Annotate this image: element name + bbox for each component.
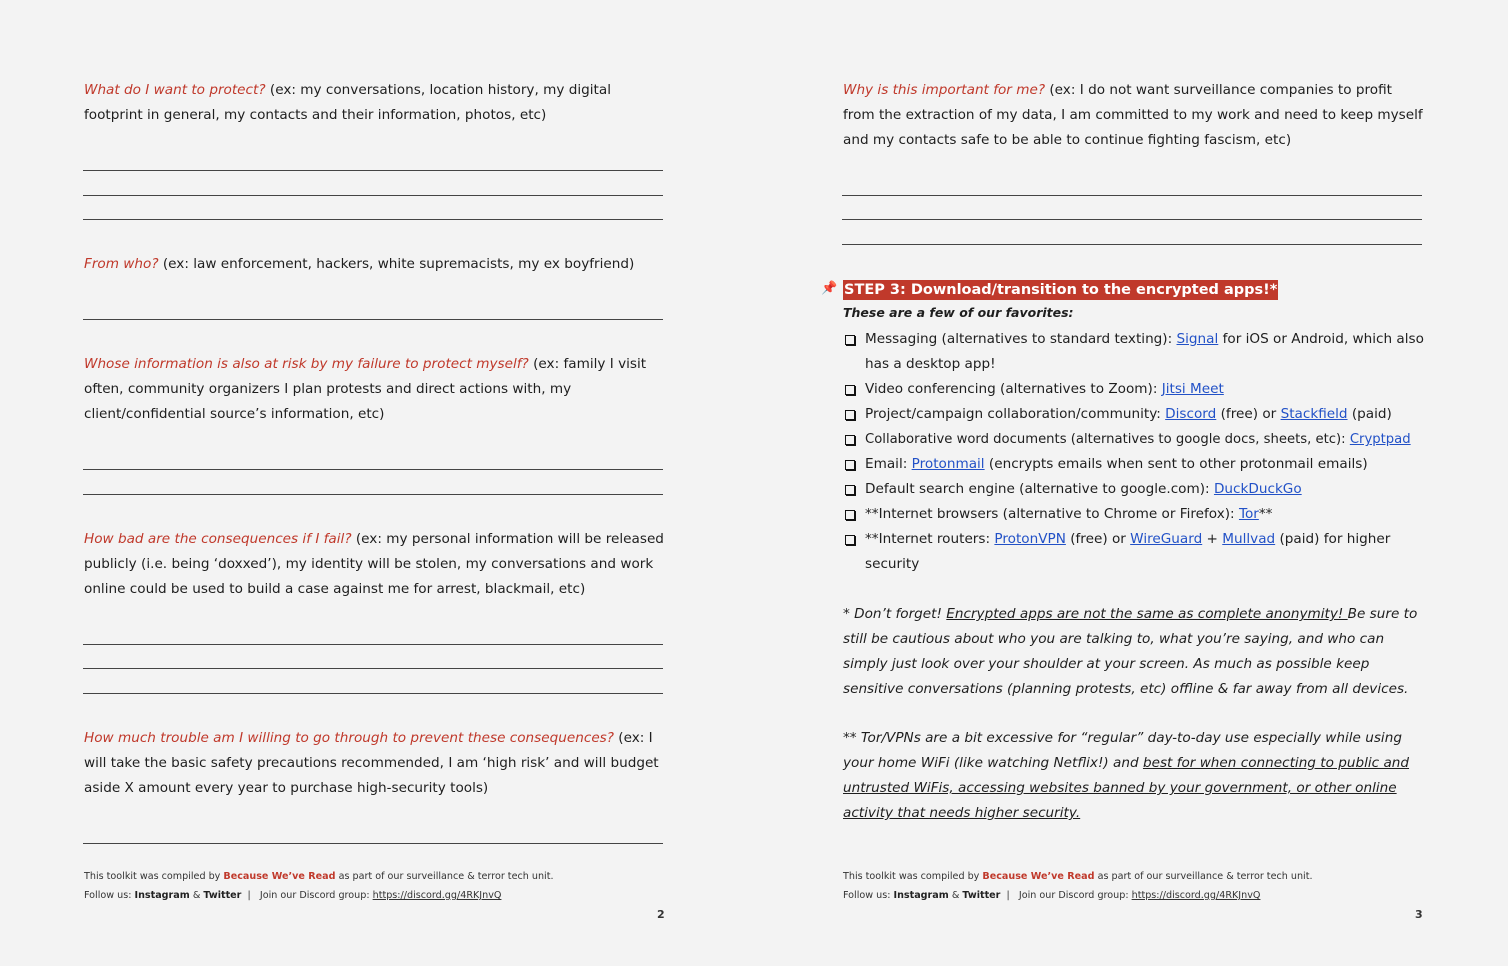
protonmail-link[interactable]: Protonmail bbox=[911, 456, 985, 472]
page-number: 2 bbox=[657, 908, 665, 921]
instagram-link[interactable]: Instagram bbox=[893, 890, 949, 901]
footer-text: | Join our Discord group: bbox=[1000, 890, 1132, 901]
item-text: Collaborative word documents (alternatives to google docs, sheets, etc): bbox=[865, 432, 1350, 447]
item-text: (paid) for higher security bbox=[865, 531, 1391, 572]
page-2 bbox=[84, 0, 664, 966]
brand-name[interactable]: Because We’ve Read bbox=[982, 871, 1095, 882]
item-text: (free) or bbox=[1065, 531, 1131, 547]
note-text: ** Tor/VPNs are a bit excessive for “regular” day-to-day use especially while using your home WiFi (like watching Netflix!) and bbox=[843, 730, 1402, 771]
answer-line[interactable] bbox=[83, 843, 663, 844]
question-consequences bbox=[84, 527, 664, 602]
brand-name[interactable]: Because We’ve Read bbox=[223, 871, 336, 882]
checkbox-icon bbox=[845, 335, 855, 345]
question-example: (ex: law enforcement, hackers, white supremacists, my ex boyfriend) bbox=[158, 256, 635, 272]
twitter-link[interactable]: Twitter bbox=[203, 890, 242, 901]
checkbox-icon bbox=[845, 510, 855, 520]
item-text: for iOS or Android, which also has a desktop app! bbox=[865, 331, 1424, 372]
list-item-messaging bbox=[843, 327, 1428, 377]
answer-line[interactable] bbox=[83, 494, 663, 495]
item-text: ** bbox=[1258, 506, 1273, 522]
checkbox-icon bbox=[845, 485, 855, 495]
answer-line[interactable] bbox=[83, 469, 663, 470]
item-text: Messaging (alternatives to standard texting): bbox=[865, 331, 1177, 347]
question-text: Whose information is also at risk by my failure to protect myself? bbox=[84, 356, 529, 372]
question-why-important bbox=[843, 78, 1423, 153]
answer-line[interactable] bbox=[83, 693, 663, 694]
question-text: How much trouble am I willing to go through to prevent these consequences? bbox=[84, 730, 614, 746]
twitter-link[interactable]: Twitter bbox=[962, 890, 1001, 901]
cryptpad-link[interactable]: Cryptpad bbox=[1349, 432, 1411, 447]
anonymity-note bbox=[843, 602, 1423, 702]
question-text: From who? bbox=[84, 256, 159, 272]
answer-line[interactable] bbox=[83, 170, 663, 171]
footer-text: & bbox=[948, 890, 963, 901]
question-text: Why is this important for me? bbox=[843, 82, 1046, 98]
item-text: (free) or bbox=[1216, 406, 1281, 422]
footer-text: | Join our Discord group: bbox=[241, 890, 373, 901]
item-text: Project/campaign collaboration/community: bbox=[865, 406, 1166, 422]
question-from-who bbox=[84, 252, 664, 277]
footer-text: This toolkit was compiled by bbox=[84, 871, 224, 882]
note-text: Be sure to still be cautious about who you are talking to, what you’re saying, and who can simply just look over your shoulder at your screen. As much as possible keep sensitive conversations (planning protests, etc) offline & far away from all devices. bbox=[843, 606, 1418, 697]
tor-link[interactable]: Tor bbox=[1238, 506, 1259, 522]
question-text: How bad are the consequences if I fail? bbox=[84, 531, 352, 547]
footer-text: as part of our surveillance & terror tech unit. bbox=[1094, 871, 1313, 882]
footer-text: Follow us: bbox=[84, 890, 135, 901]
item-text: Email: bbox=[865, 456, 912, 472]
list-item-routers bbox=[843, 527, 1428, 577]
stackfield-link[interactable]: Stackfield bbox=[1280, 406, 1348, 422]
question-example: (ex: family I visit often, community organizers I plan protests and direct actions with, my client/confidential source’s information, etc) bbox=[84, 356, 647, 422]
checkbox-icon bbox=[845, 385, 855, 395]
discord-invite-link[interactable]: https://discord.gg/4RKJnvQ bbox=[1131, 890, 1261, 901]
footer-text: & bbox=[189, 890, 204, 901]
footer-social bbox=[84, 886, 684, 905]
note-emphasis: best for when connecting to public and untrusted WiFis, accessing websites banned by your government, or other online activity that needs higher security. bbox=[843, 755, 1410, 821]
answer-line[interactable] bbox=[83, 219, 663, 220]
question-example: (ex: I will take the basic safety precautions recommended, I am ‘high risk’ and will budget aside X amount every year to purchase high-security tools) bbox=[84, 730, 659, 796]
answer-line[interactable] bbox=[842, 219, 1422, 220]
item-text: Video conferencing (alternatives to Zoom): bbox=[865, 381, 1162, 397]
discord-link[interactable]: Discord bbox=[1165, 406, 1217, 422]
wireguard-link[interactable]: WireGuard bbox=[1130, 531, 1203, 547]
note-text: * Don’t forget! bbox=[843, 606, 947, 622]
list-item-search bbox=[843, 477, 1428, 502]
duckduckgo-link[interactable]: DuckDuckGo bbox=[1213, 481, 1302, 497]
discord-invite-link[interactable]: https://discord.gg/4RKJnvQ bbox=[372, 890, 502, 901]
footer-social bbox=[843, 886, 1443, 905]
item-text: + bbox=[1202, 531, 1223, 547]
question-example: (ex: I do not want surveillance companies to profit from the extraction of my data, I am committed to my work and need to keep myself and my contacts safe to be able to continue fighting fascism, etc) bbox=[843, 82, 1423, 148]
instagram-link[interactable]: Instagram bbox=[134, 890, 190, 901]
mullvad-link[interactable]: Mullvad bbox=[1222, 531, 1276, 547]
footer-text: This toolkit was compiled by bbox=[843, 871, 983, 882]
footer bbox=[843, 867, 1443, 905]
footer-credit bbox=[84, 867, 684, 886]
list-item-collab-docs bbox=[843, 427, 1428, 452]
footer-credit bbox=[843, 867, 1443, 886]
list-item-video bbox=[843, 377, 1428, 402]
list-item-project bbox=[843, 402, 1428, 427]
item-text: Default search engine (alternative to google.com): bbox=[865, 481, 1214, 497]
item-text: (encrypts emails when sent to other protonmail emails) bbox=[984, 456, 1368, 472]
checkbox-icon bbox=[845, 435, 855, 445]
list-item-browsers bbox=[843, 502, 1428, 527]
list-item-email bbox=[843, 452, 1428, 477]
favorites-intro: These are a few of our favorites: bbox=[843, 305, 1074, 320]
page-number: 3 bbox=[1415, 908, 1423, 921]
vpn-note bbox=[843, 726, 1423, 826]
footer-text: as part of our surveillance & terror tech unit. bbox=[335, 871, 554, 882]
answer-line[interactable] bbox=[83, 644, 663, 645]
answer-line[interactable] bbox=[842, 244, 1422, 245]
question-example: (ex: my personal information will be released publicly (i.e. being ‘doxxed’), my identity will be stolen, my conversations and work online could be used to build a case against me for arrest, blackmail, etc) bbox=[84, 531, 664, 597]
footer-text: Follow us: bbox=[843, 890, 894, 901]
page-3 bbox=[821, 0, 1424, 966]
encrypted-apps-list bbox=[843, 327, 1428, 577]
question-how-much-trouble bbox=[84, 726, 664, 801]
checkbox-icon bbox=[845, 460, 855, 470]
protonvpn-link[interactable]: ProtonVPN bbox=[994, 531, 1066, 547]
question-whose-info bbox=[84, 352, 664, 427]
answer-line[interactable] bbox=[83, 668, 663, 669]
footer bbox=[84, 867, 684, 905]
item-text: **Internet browsers (alternative to Chrome or Firefox): bbox=[865, 506, 1239, 522]
answer-line[interactable] bbox=[83, 195, 663, 196]
item-text: (paid) bbox=[1347, 406, 1392, 422]
item-text: **Internet routers: bbox=[865, 531, 995, 547]
jitsi-meet-link[interactable]: Jitsi Meet bbox=[1161, 381, 1224, 397]
signal-link[interactable]: Signal bbox=[1176, 331, 1219, 347]
checkbox-icon bbox=[845, 410, 855, 420]
question-text: What do I want to protect? bbox=[84, 82, 266, 98]
question-what-to-protect bbox=[84, 78, 664, 128]
checkbox-icon bbox=[845, 535, 855, 545]
answer-line[interactable] bbox=[842, 195, 1422, 196]
step-3-heading: STEP 3: Download/transition to the encrypted apps!* bbox=[844, 282, 1278, 298]
question-example: (ex: my conversations, location history, my digital footprint in general, my contacts and their information, photos, etc) bbox=[84, 82, 611, 123]
note-emphasis: Encrypted apps are not the same as complete anonymity! bbox=[946, 606, 1348, 622]
pushpin-icon: 📌 bbox=[821, 281, 838, 296]
answer-line[interactable] bbox=[83, 319, 663, 320]
